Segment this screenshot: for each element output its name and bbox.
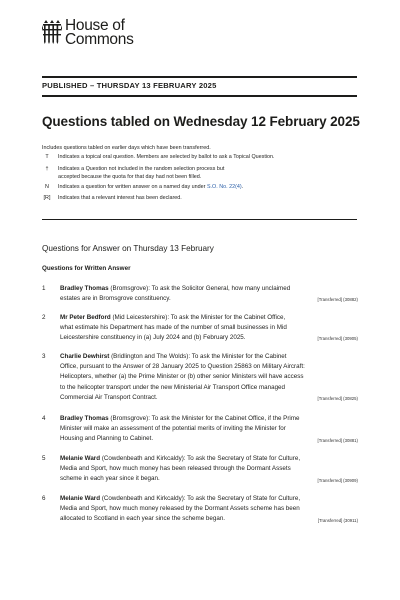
question-reference: [Transferred] (30911)	[317, 518, 358, 523]
member-constituency: (Mid Leicestershire):	[112, 314, 170, 321]
subsection-title: Questions for Written Answer	[42, 265, 131, 272]
question-reference: [Transferred] (30882)	[317, 297, 358, 302]
question-line	[60, 494, 356, 504]
member-constituency: (Bromsgrove):	[110, 415, 150, 422]
question-line	[60, 414, 356, 424]
question-reference: [Transferred] (30909)	[317, 478, 358, 483]
header-top-rule	[42, 76, 357, 78]
member-name: Mr Peter Bedford	[60, 314, 111, 321]
member-name: Melanie Ward	[60, 455, 101, 462]
question-line: what estimate his Department has made of the number of small businesses in Mid	[60, 324, 287, 332]
question-line: Media and Sport, how much money released by the Dormant Assets scheme has been	[60, 505, 300, 513]
intro-text: Includes questions tabled on earlier days which have been transferred.	[42, 145, 211, 151]
question-reference: [Transferred] (30825)	[317, 396, 358, 401]
question-body	[60, 454, 356, 485]
question-body	[60, 494, 356, 525]
key-text: Indicates that a relevant interest has been declared.	[58, 195, 182, 201]
member-constituency: (Bridlington and The Wolds):	[111, 353, 191, 360]
question-line: estates are in Bromsgrove constituency.	[60, 295, 171, 303]
key-text-suffix: .	[241, 184, 244, 190]
standing-order-link[interactable]: S.O. No. 22(4)	[206, 184, 242, 190]
question-line	[60, 313, 356, 323]
header-bottom-rule	[42, 95, 357, 97]
member-constituency: (Cowdenbeath and Kirkcaldy):	[101, 455, 186, 462]
key-text: Indicates a topical oral question. Members are selected by ballot to ask a Topical Question.	[58, 154, 275, 160]
logo-line-2: Commons	[65, 31, 134, 48]
question-body	[60, 414, 356, 445]
question-body	[60, 352, 356, 403]
logo-line-1: House of	[65, 17, 125, 34]
question-body	[60, 313, 356, 344]
question-line: Commercial Air Transport Contract.	[60, 393, 158, 401]
question-line	[60, 284, 356, 294]
question-line: allocated to Scotland in each year since the scheme began.	[60, 515, 226, 523]
question-line	[60, 352, 356, 362]
member-name: Bradley Thomas	[60, 415, 109, 422]
key-text	[58, 184, 243, 192]
question-line: scheme in each year since it began.	[60, 475, 160, 483]
question-line: Office, pursuant to the Answer of 28 January 2025 to Question 25863 on Military Aircraft:	[60, 363, 305, 371]
house-of-commons-logo	[42, 19, 134, 47]
page-title: Questions tabled on Wednesday 12 February 2025	[42, 114, 360, 129]
member-name: Melanie Ward	[60, 495, 101, 502]
published-date: PUBLISHED – THURSDAY 13 FEBRUARY 2025	[42, 81, 217, 90]
member-constituency: (Bromsgrove):	[110, 285, 150, 292]
section-rule	[42, 219, 357, 220]
key-symbol: N	[45, 184, 49, 190]
portcullis-icon	[42, 19, 62, 45]
question-text: To ask the Minister for the Cabinet	[191, 353, 287, 360]
question-line: Helicopters, whether (a) the Prime Minister or (b) other senior Ministers will have access	[60, 373, 304, 381]
key-symbol: †	[45, 166, 49, 172]
question-number: 1	[42, 285, 46, 292]
member-constituency: (Cowdenbeath and Kirkcaldy):	[101, 495, 186, 502]
key-text-main: Indicates a question for written answer on a named day under	[58, 184, 206, 190]
question-text: To ask the Minister for the Cabinet Office, if the Prime	[151, 415, 300, 422]
question-line: Minister will make an assessment of the potential merits of inviting the Minister for	[60, 425, 286, 433]
key-text: accepted because the quota for that day had not been filled.	[58, 173, 202, 180]
question-reference: [Transferred] (30881)	[317, 438, 358, 443]
question-number: 2	[42, 314, 46, 321]
question-line: Leicestershire constituency in (a) July 2024 and (b) February 2025.	[60, 334, 246, 342]
question-number: 6	[42, 495, 46, 502]
question-text: To ask the Secretary of State for Culture,	[187, 495, 301, 502]
question-text: To ask the Secretary of State for Culture,	[187, 455, 301, 462]
question-reference: [Transferred] (30905)	[317, 336, 358, 341]
member-name: Bradley Thomas	[60, 285, 109, 292]
question-text: To ask the Minister for the Cabinet Office,	[170, 314, 286, 321]
logo-wordmark	[65, 19, 134, 47]
key-symbol: [R]	[43, 195, 51, 201]
question-number: 3	[42, 353, 46, 360]
question-number: 4	[42, 415, 46, 422]
question-line: Housing and Planning to Cabinet.	[60, 435, 154, 443]
question-number: 5	[42, 455, 46, 462]
key-text: Indicates a Question not included in the random selection process but	[58, 166, 225, 172]
member-name: Charlie Dewhirst	[60, 353, 110, 360]
question-line	[60, 454, 356, 464]
section-title: Questions for Answer on Thursday 13 February	[42, 244, 214, 253]
question-line: to the helicopter transport under the new Ministerial Air Transport Office managed	[60, 383, 286, 391]
question-line: Media and Sport, how much money has been released through the Dormant Assets	[60, 465, 291, 473]
question-text: To ask the Solicitor General, how many unclaimed	[151, 285, 291, 292]
question-body	[60, 284, 356, 304]
key-symbol: T	[45, 154, 49, 160]
